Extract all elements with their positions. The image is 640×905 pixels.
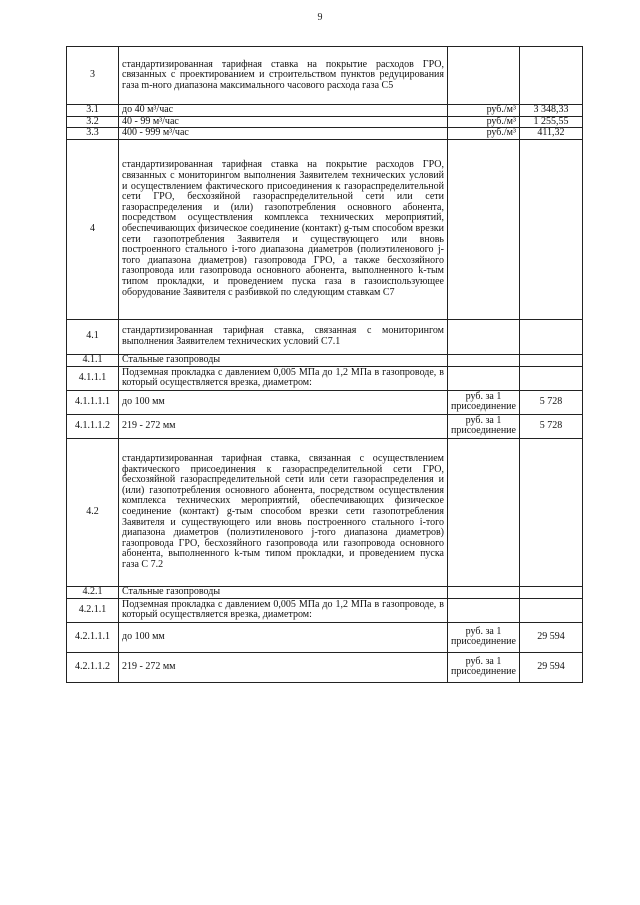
row-description: 400 - 999 м³/час xyxy=(119,128,448,140)
row-description: стандартизированная тарифная ставка на покрытие расходов ГРО, связанных с проектированием и строительством пунктов редуцирования газа m-ного диапазона максимального часового расхода газа С5 xyxy=(119,47,448,105)
table-row xyxy=(67,319,583,354)
table-row xyxy=(67,354,583,366)
table-row xyxy=(67,652,583,682)
row-unit xyxy=(448,319,520,354)
row-number: 3 xyxy=(67,47,119,105)
row-unit xyxy=(448,586,520,598)
table-row xyxy=(67,414,583,438)
row-number: 4 xyxy=(67,139,119,319)
row-description: стандартизированная тарифная ставка, связанная с мониторингом выполнения Заявителем технических условий С7.1 xyxy=(119,319,448,354)
row-number: 4.1.1.1.2 xyxy=(67,414,119,438)
row-value: 3 348,33 xyxy=(520,105,583,117)
row-unit xyxy=(448,47,520,105)
row-description: до 100 мм xyxy=(119,622,448,652)
row-number: 4.2 xyxy=(67,438,119,586)
table-row xyxy=(67,438,583,586)
row-number: 4.2.1.1.1 xyxy=(67,622,119,652)
row-number: 4.1.1 xyxy=(67,354,119,366)
table-row xyxy=(67,139,583,319)
row-value xyxy=(520,586,583,598)
row-unit: руб. за 1 присоединение xyxy=(448,622,520,652)
row-description: стандартизированная тарифная ставка, связанная с осуществлением фактического присоединения к газораспределительной сети ГРО, бесхозяйной газораспределительной сети или сети газораспределения и (или) газопотребления основного абонента, посредством осуществления комплекса технических мероприятий, обеспечивающих физическое соединение (контакт) g-тым способом врезки сети газопотребления Заявителя и существующего или вновь построенного стального i-того диапазона диаметров (полиэтиленового j-того диапазона диаметров) газопровода ГРО, бесхозяйного газопровода или газопровода основного абонента, выполненного k-тым типом прокладки, и проведением пуска газа С 7.2 xyxy=(119,438,448,586)
row-number: 4.1 xyxy=(67,319,119,354)
row-value xyxy=(520,47,583,105)
table-row xyxy=(67,116,583,128)
tariff-table xyxy=(66,46,583,683)
table-row xyxy=(67,390,583,414)
table-row xyxy=(67,586,583,598)
row-description: Подземная прокладка с давлением 0,005 МПа до 1,2 МПа в газопроводе, в который осуществляется врезка, диаметром: xyxy=(119,598,448,622)
row-description: Стальные газопроводы xyxy=(119,354,448,366)
row-number: 4.1.1.1 xyxy=(67,366,119,390)
row-number: 4.2.1.1 xyxy=(67,598,119,622)
table-row xyxy=(67,366,583,390)
row-unit: руб./м³ xyxy=(448,128,520,140)
row-description: 219 - 272 мм xyxy=(119,414,448,438)
row-number: 4.1.1.1.1 xyxy=(67,390,119,414)
table-row xyxy=(67,128,583,140)
row-description: 40 - 99 м³/час xyxy=(119,116,448,128)
row-value: 1 255,55 xyxy=(520,116,583,128)
row-value xyxy=(520,139,583,319)
row-value: 5 728 xyxy=(520,414,583,438)
table-row xyxy=(67,47,583,105)
row-unit: руб. за 1 присоединение xyxy=(448,390,520,414)
row-value xyxy=(520,319,583,354)
row-unit: руб./м³ xyxy=(448,105,520,117)
row-unit: руб./м³ xyxy=(448,116,520,128)
row-number: 4.2.1.1.2 xyxy=(67,652,119,682)
table-row xyxy=(67,598,583,622)
page-number: 9 xyxy=(317,12,323,23)
row-value xyxy=(520,354,583,366)
row-number: 3.1 xyxy=(67,105,119,117)
row-value xyxy=(520,366,583,390)
row-value xyxy=(520,598,583,622)
table-row xyxy=(67,105,583,117)
row-description: 219 - 272 мм xyxy=(119,652,448,682)
row-unit xyxy=(448,438,520,586)
row-value xyxy=(520,438,583,586)
row-description: Подземная прокладка с давлением 0,005 МПа до 1,2 МПа в газопроводе, в который осуществляется врезка, диаметром: xyxy=(119,366,448,390)
row-description: до 100 мм xyxy=(119,390,448,414)
row-value: 411,32 xyxy=(520,128,583,140)
row-value: 29 594 xyxy=(520,652,583,682)
table-row xyxy=(67,622,583,652)
row-unit: руб. за 1 присоединение xyxy=(448,414,520,438)
row-unit xyxy=(448,139,520,319)
row-description: до 40 м³/час xyxy=(119,105,448,117)
row-unit xyxy=(448,366,520,390)
row-unit xyxy=(448,598,520,622)
row-unit: руб. за 1 присоединение xyxy=(448,652,520,682)
row-description: Стальные газопроводы xyxy=(119,586,448,598)
row-number: 3.2 xyxy=(67,116,119,128)
row-unit xyxy=(448,354,520,366)
row-description: стандартизированная тарифная ставка на покрытие расходов ГРО, связанных с мониторингом выполнения Заявителем технических условий и осуществлением фактического присоединения к газораспределительной сети ГРО, бесхозяйной газораспределительной сети или сети газораспределения и (или) газопотребления основного абонента, посредством осуществления комплекса технических мероприятий, обеспечивающих физическое соединение (контакт) g-тым способом врезки сети газопотребления Заявителя и существующего или вновь построенного стального i-того диапазона диаметров (полиэтиленового j-того диапазона диаметров) газопровода ГРО, а также бесхозяйного газопровода или газопровода основного абонента, выполненного k-тым типом прокладки, и проведением пуска газа в газоиспользующее оборудование Заявителя с разбивкой по следующим ставкам С7 xyxy=(119,139,448,319)
row-value: 5 728 xyxy=(520,390,583,414)
row-number: 4.2.1 xyxy=(67,586,119,598)
row-value: 29 594 xyxy=(520,622,583,652)
row-number: 3.3 xyxy=(67,128,119,140)
